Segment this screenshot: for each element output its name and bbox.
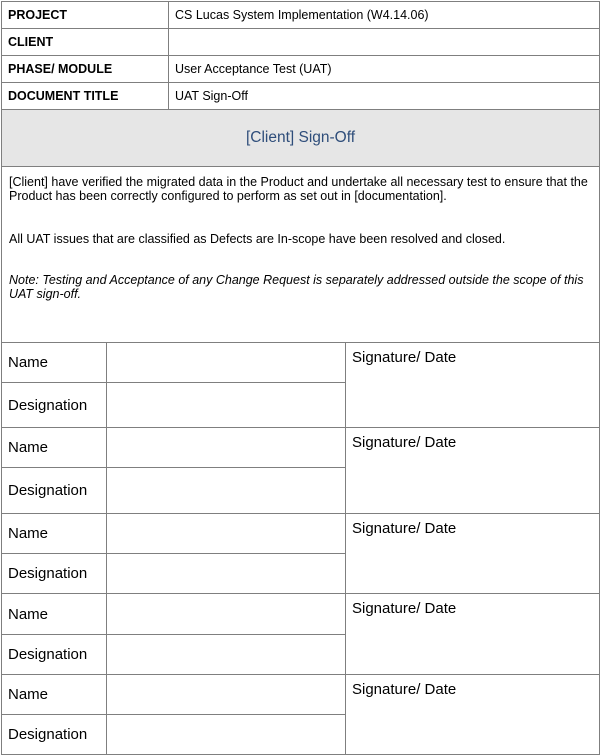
signatory-5-name-row [2, 675, 600, 715]
signature-date-label: Signature/ Date [352, 520, 457, 537]
signatory-5-name-field[interactable] [107, 675, 346, 715]
signature-date-label: Signature/ Date [352, 434, 457, 451]
statement-paragraph-2: All UAT issues that are classified as Defects are In-scope have been resolved and closed. [9, 232, 506, 246]
signatory-3-designation-field[interactable] [107, 554, 346, 594]
designation-label: Designation [2, 468, 107, 514]
name-label: Name [2, 594, 107, 635]
uat-signoff-document [1, 1, 600, 755]
header-row-project [2, 2, 600, 29]
statement-table [1, 166, 600, 343]
client-label: CLIENT [2, 29, 169, 56]
document-title-label: DOCUMENT TITLE [2, 83, 169, 110]
phase-module-value[interactable]: User Acceptance Test (UAT) [169, 56, 600, 83]
name-label: Name [2, 675, 107, 715]
phase-module-label: PHASE/ MODULE [2, 56, 169, 83]
name-label: Name [2, 428, 107, 468]
header-row-title [2, 83, 600, 110]
document-header-table [1, 1, 600, 110]
statement-cell [2, 167, 600, 343]
signature-date-label: Signature/ Date [352, 600, 457, 617]
signatory-3-signature-field[interactable] [346, 514, 600, 594]
signatory-4-name-field[interactable] [107, 594, 346, 635]
client-value[interactable] [169, 29, 600, 56]
header-row-client [2, 29, 600, 56]
signatory-5-designation-field[interactable] [107, 715, 346, 755]
designation-label: Designation [2, 383, 107, 428]
project-label: PROJECT [2, 2, 169, 29]
designation-label: Designation [2, 554, 107, 594]
signoff-banner-table [1, 109, 600, 167]
signatory-2-designation-field[interactable] [107, 468, 346, 514]
signatory-3-name-field[interactable] [107, 514, 346, 554]
signatory-4-designation-field[interactable] [107, 635, 346, 675]
name-label: Name [2, 343, 107, 383]
signatory-2-name-row [2, 428, 600, 468]
signatory-4-signature-field[interactable] [346, 594, 600, 675]
signature-date-label: Signature/ Date [352, 349, 457, 366]
signatories-table [1, 342, 600, 755]
statement-paragraph-1: [Client] have verified the migrated data in the Product and undertake all necessary test to ensure that the Product has been correctly configured to perform as set out in [documentation]. [9, 175, 588, 203]
signoff-banner-title: [Client] Sign-Off [2, 110, 600, 167]
designation-label: Designation [2, 635, 107, 675]
header-row-phase [2, 56, 600, 83]
signature-date-label: Signature/ Date [352, 681, 457, 698]
signatory-2-name-field[interactable] [107, 428, 346, 468]
signatory-1-signature-field[interactable] [346, 343, 600, 428]
signatory-1-designation-field[interactable] [107, 383, 346, 428]
statement-note: Note: Testing and Acceptance of any Change Request is separately addressed outside the scope of this UAT sign-off. [9, 273, 584, 301]
project-value[interactable]: CS Lucas System Implementation (W4.14.06) [169, 2, 600, 29]
designation-label: Designation [2, 715, 107, 755]
signatory-1-name-row [2, 343, 600, 383]
signatory-2-signature-field[interactable] [346, 428, 600, 514]
signatory-3-name-row [2, 514, 600, 554]
document-title-value[interactable]: UAT Sign-Off [169, 83, 600, 110]
signatory-1-name-field[interactable] [107, 343, 346, 383]
name-label: Name [2, 514, 107, 554]
signatory-4-name-row [2, 594, 600, 635]
